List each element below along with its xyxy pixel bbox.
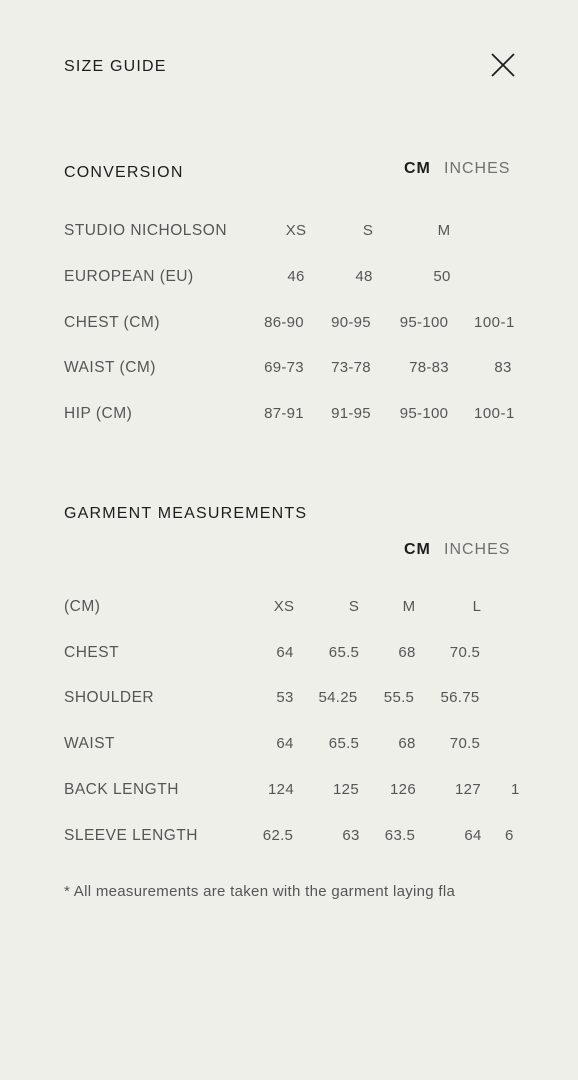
garment-cell: 6: [505, 827, 514, 844]
garment-cell: 56.75: [440, 689, 480, 706]
conversion-cell: S: [362, 222, 374, 239]
garment-cell: 65.5: [328, 644, 360, 661]
garment-cell: 63: [342, 827, 360, 844]
garment-cell: 125: [333, 781, 359, 798]
garment-row-label: CHEST: [64, 644, 120, 661]
garment-row-label: SLEEVE LENGTH: [64, 827, 198, 844]
garment-cell: 68: [398, 735, 416, 752]
garment-cell: 124: [268, 781, 294, 798]
garment-size-header: L: [472, 598, 482, 615]
conversion-cell: 83: [494, 359, 512, 376]
garment-heading: GARMENT MEASUREMENTS: [64, 505, 308, 522]
garment-cell: 68: [398, 644, 416, 661]
conversion-cell: 95-100: [399, 314, 449, 331]
conversion-cell: 91-95: [331, 405, 371, 422]
page-title: SIZE GUIDE: [64, 58, 167, 75]
garment-cell: 70.5: [449, 644, 481, 661]
garment-cell: 64: [276, 644, 294, 661]
garment-cell: 53: [276, 689, 294, 706]
garment-size-header: XS: [273, 598, 295, 615]
garment-size-header: M: [402, 598, 416, 615]
conversion-cell: 48: [355, 268, 373, 285]
garment-cell: 54.25: [318, 689, 358, 706]
conversion-cell: 73-78: [331, 359, 371, 376]
garment-unit-cm-toggle[interactable]: CM: [404, 541, 431, 558]
garment-cell: 127: [455, 781, 481, 798]
conversion-cell: XS: [285, 222, 307, 239]
conversion-heading: CONVERSION: [64, 164, 184, 181]
garment-size-header: S: [348, 598, 360, 615]
garment-row-label: WAIST: [64, 735, 116, 752]
conversion-cell: M: [437, 222, 451, 239]
conversion-row-label: STUDIO NICHOLSON: [64, 222, 228, 239]
conversion-cell: 86-90: [264, 314, 304, 331]
conversion-cell: 69-73: [264, 359, 304, 376]
garment-row-label: SHOULDER: [64, 689, 155, 706]
garment-row-label: BACK LENGTH: [64, 781, 179, 798]
conversion-cell: 100-1: [474, 314, 515, 331]
garment-cell: 55.5: [383, 689, 415, 706]
garment-cell: 65.5: [328, 735, 360, 752]
conversion-cell: 50: [433, 268, 451, 285]
garment-cell: 70.5: [449, 735, 481, 752]
conversion-cell: 100-1: [474, 405, 515, 422]
conversion-cell: 95-100: [399, 405, 449, 422]
garment-cell: 63.5: [384, 827, 416, 844]
garment-cell: 62.5: [262, 827, 294, 844]
conversion-row-label: HIP (CM): [64, 405, 133, 422]
conversion-cell: 90-95: [331, 314, 371, 331]
conversion-unit-inches-toggle[interactable]: INCHES: [444, 160, 511, 177]
conversion-row-label: EUROPEAN (EU): [64, 268, 194, 285]
garment-header-label: (CM): [64, 598, 101, 615]
garment-cell: 1: [511, 781, 520, 798]
garment-cell: 126: [390, 781, 416, 798]
garment-unit-inches-toggle[interactable]: INCHES: [444, 541, 511, 558]
garment-cell: 64: [276, 735, 294, 752]
conversion-cell: 78-83: [409, 359, 449, 376]
conversion-unit-cm-toggle[interactable]: CM: [404, 160, 431, 177]
conversion-row-label: CHEST (CM): [64, 314, 160, 331]
measurement-footnote: * All measurements are taken with the garment laying fla: [64, 883, 456, 900]
garment-cell: 64: [464, 827, 482, 844]
conversion-cell: 46: [287, 268, 305, 285]
conversion-row-label: WAIST (CM): [64, 359, 156, 376]
conversion-cell: 87-91: [264, 405, 304, 422]
